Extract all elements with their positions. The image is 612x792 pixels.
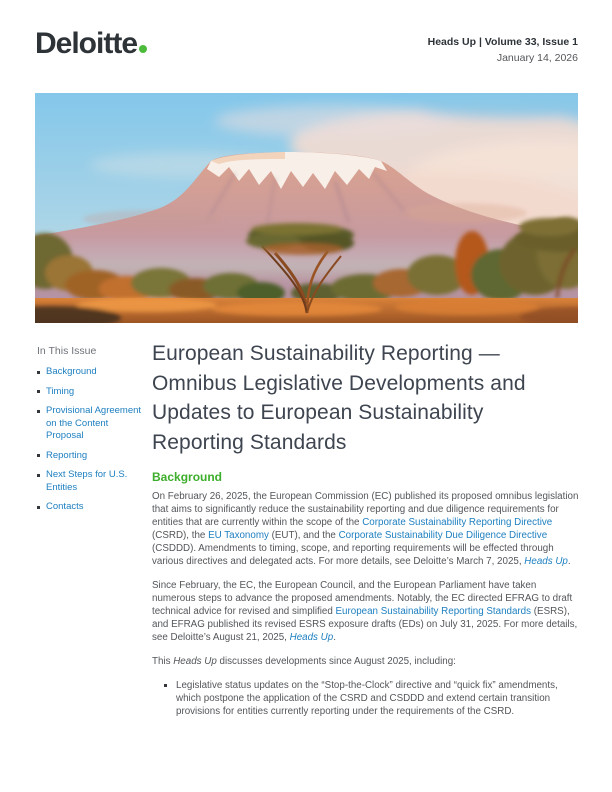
publication-info xyxy=(428,27,578,65)
toc-link-background[interactable]: Background xyxy=(46,366,97,377)
toc-heading: In This Issue xyxy=(37,345,97,357)
publication-date: January 14, 2026 xyxy=(496,52,578,64)
logo-text: Deloitte xyxy=(35,27,138,60)
toc-link-reporting[interactable]: Reporting xyxy=(46,449,88,461)
bullet-item xyxy=(164,679,579,718)
toc-link-next-steps[interactable]: Next Steps for U.S. Entities xyxy=(46,469,128,493)
inline-link[interactable]: EU Taxonomy xyxy=(208,530,269,541)
section-heading-background: Background xyxy=(152,470,223,484)
toc-item xyxy=(37,450,143,463)
bullet-square-icon xyxy=(37,410,40,413)
toc-link-provisional-agreement[interactable]: Provisional Agreement on the Content Proposal xyxy=(46,405,142,441)
bullet-square-icon xyxy=(37,474,40,477)
bullet-list xyxy=(152,679,579,718)
bullet-square-icon xyxy=(37,390,40,393)
text-run: Legislative status updates on the “Stop-the-Clock” directive and “quick fix” amendments, which postpone the application of the CSRD and CSDDD and extend certain transition provisions for entities currently reporting under the requirements of the CSRD. xyxy=(176,680,558,717)
text-run: Heads Up xyxy=(173,656,217,667)
text-run: On February 26, 2025, the European Commission (EC) published its proposed omnibus legislation that aims to significantly reduce the sustainability reporting and due diligence requirements for entities that are currently within the scope of the xyxy=(152,491,579,528)
text-run: This xyxy=(152,656,174,667)
toc-link-contacts[interactable]: Contacts xyxy=(46,501,84,512)
text-run: (EUT), and the xyxy=(268,530,339,541)
text-run: discusses developments since August 2025, including: xyxy=(216,656,456,667)
bullet-square-icon xyxy=(37,454,40,457)
inline-link[interactable]: European Sustainability Reporting Standards xyxy=(335,606,532,617)
bullet-square-icon xyxy=(164,684,167,687)
text-run: Since February, the EC, the European Council, and the European Parliament have taken numerous steps to advance the proposed amendments. Notably, the EC directed EFRAG to draft technical advice for revised and simplified xyxy=(152,580,573,617)
text-run: . xyxy=(333,632,336,643)
paragraph-2 xyxy=(152,579,579,644)
bullet-square-icon xyxy=(37,506,40,509)
paragraph-3 xyxy=(152,655,579,668)
hero-image xyxy=(35,93,578,323)
toc-item xyxy=(37,405,143,443)
toc-item xyxy=(37,386,143,399)
deloitte-logo xyxy=(35,27,147,61)
paragraph-1 xyxy=(152,490,579,568)
in-this-issue-sidebar xyxy=(37,345,143,521)
text-run: . xyxy=(567,556,571,567)
text-run: (CSDDD). Amendments to timing, scope, and reporting requirements will be effected through various directives and delegated acts. For more details, see Deloitte’s March 7, 2025, xyxy=(152,543,554,567)
toc-item xyxy=(37,501,143,514)
publication-title: Heads Up | Volume 33, Issue 1 xyxy=(427,36,578,48)
toc-link-timing[interactable]: Timing xyxy=(46,385,75,397)
kilimanjaro-illustration xyxy=(35,93,578,323)
article xyxy=(152,339,579,718)
bullet-text xyxy=(176,679,579,718)
toc-list xyxy=(37,366,143,514)
toc-item xyxy=(37,366,143,379)
toc-item xyxy=(37,469,143,494)
bullet-square-icon xyxy=(37,371,40,374)
text-run: (ESRS), and EFRAG published its revised ESRS exposure drafts (EDs) on July 31, 2025. For more details, see Deloitte’s August 21, 2025, xyxy=(152,606,578,643)
text-run: (CSRD), the xyxy=(152,530,209,541)
inline-link[interactable]: Corporate Sustainability Due Diligence Directive xyxy=(338,530,548,541)
logo-green-dot-icon xyxy=(139,45,147,53)
inline-link[interactable]: Heads Up xyxy=(524,556,568,567)
masthead xyxy=(35,27,578,65)
inline-link[interactable]: Heads Up xyxy=(289,632,334,643)
article-title: European Sustainability Reporting — Omnibus Legislative Developments and Updates to European Sustainability Reporting Standards xyxy=(152,342,526,454)
inline-link[interactable]: Corporate Sustainability Reporting Directive xyxy=(362,517,553,528)
